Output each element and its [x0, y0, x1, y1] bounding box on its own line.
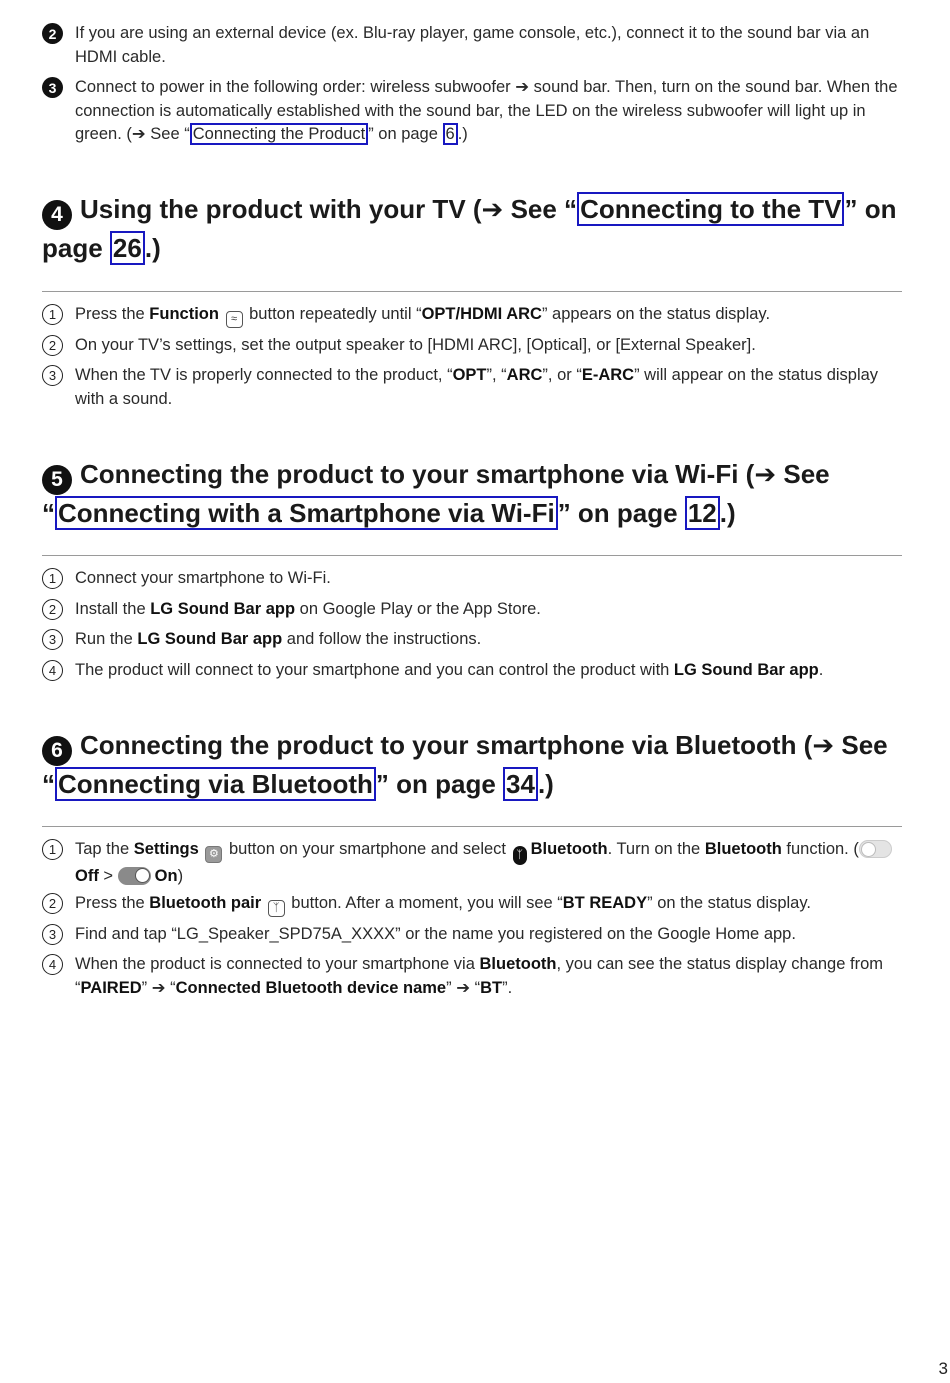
link-connecting-to-the-tv[interactable]: Connecting to the TV: [577, 192, 844, 226]
bluetooth-pair-button-icon: ᛉ: [268, 900, 285, 917]
step-number-badge: 2: [42, 893, 63, 914]
page-number: 3: [938, 1359, 948, 1378]
step-number-badge: 2: [42, 335, 63, 356]
section-6-heading: [42, 727, 902, 802]
link-page-12[interactable]: 12: [685, 496, 720, 530]
section-6-step-1: 1 Tap the Settings ⚙ button on your smartphone and select ᛉ Bluetooth. Turn on the Bluetooth function. ( Off > On): [42, 838, 902, 889]
step-text: Connect to power in the following order: wireless subwoofer ➔ sound bar. Then, turn on the sound bar. When the connection is automatically established with the sound bar, the LED on the wireless subwoofer will light up in green. (➔ See “ Connecting the Product ” on page 6 .): [75, 76, 902, 147]
step-number-badge: 3: [42, 924, 63, 945]
section-4-step-1: 1 Press the Function ≈ button repeatedly until “OPT/HDMI ARC” appears on the status display.: [42, 303, 902, 328]
link-connecting-with-smartphone-wifi[interactable]: Connecting with a Smartphone via Wi-Fi: [55, 496, 558, 530]
divider: [42, 826, 902, 827]
step-text: If you are using an external device (ex. Blu-ray player, game console, etc.), connect it to the sound bar via an HDMI cable.: [75, 24, 870, 66]
step-number-badge: 1: [42, 839, 63, 860]
section-4-heading: [42, 191, 902, 266]
arrow-right-icon: ➔: [151, 978, 166, 997]
arrow-right-icon: ➔: [812, 730, 835, 760]
step-number-badge: 4: [42, 954, 63, 975]
link-page-6[interactable]: 6: [443, 123, 458, 145]
toggle-on-icon: [118, 867, 151, 885]
settings-gear-icon: ⚙: [205, 846, 222, 863]
section-number-badge: 4: [42, 200, 72, 230]
section-6-step-2: 2 Press the Bluetooth pair ᛉ button. After a moment, you will see “BT READY” on the status display.: [42, 892, 902, 917]
step-number-badge: 2: [42, 23, 63, 44]
intro-step-2: [42, 22, 902, 69]
step-number-badge: 1: [42, 568, 63, 589]
link-connecting-via-bluetooth[interactable]: Connecting via Bluetooth: [55, 767, 376, 801]
divider: [42, 555, 902, 556]
arrow-right-icon: ➔: [481, 194, 504, 224]
step-number-badge: 1: [42, 304, 63, 325]
step-number-badge: 3: [42, 629, 63, 650]
link-page-34[interactable]: 34: [503, 767, 538, 801]
section-title: 6 Connecting the product to your smartphone via Bluetooth (➔ See “ Connecting via Bluetooth ” on page 34 .): [42, 727, 902, 802]
bluetooth-icon: ᛉ: [513, 846, 527, 865]
step-number-badge: 4: [42, 660, 63, 681]
arrow-right-icon: ➔: [456, 978, 471, 997]
arrow-right-icon: ➔: [754, 459, 777, 489]
step-number-badge: 3: [42, 77, 63, 98]
arrow-right-icon: ➔: [515, 78, 530, 96]
section-5-heading: [42, 456, 902, 531]
toggle-off-icon: [859, 840, 892, 858]
arrow-right-icon: ➔: [131, 125, 146, 143]
section-4-step-2: 2 On your TV’s settings, set the output speaker to [HDMI ARC], [Optical], or [External Speaker].: [42, 334, 902, 358]
section-title: 5 Connecting the product to your smartphone via Wi-Fi (➔ See “ Connecting with a Smartphone via Wi-Fi ” on page 12 .): [42, 456, 902, 531]
section-6-step-4: 4 When the product is connected to your smartphone via Bluetooth, you can see the status display change from “PAIRED” ➔ “Connected Bluetooth device name” ➔ “BT”.: [42, 953, 902, 1000]
section-4-step-3: 3 When the TV is properly connected to the product, “OPT”, “ARC”, or “E-ARC” will appear on the status display with a sound.: [42, 364, 902, 411]
section-6-step-3: 3 Find and tap “LG_Speaker_SPD75A_XXXX” or the name you registered on the Google Home app.: [42, 923, 902, 947]
section-5-step-3: 3 Run the LG Sound Bar app and follow the instructions.: [42, 628, 902, 652]
link-connecting-the-product[interactable]: Connecting the Product: [190, 123, 368, 145]
section-5-step-1: 1 Connect your smartphone to Wi-Fi.: [42, 567, 902, 591]
section-number-badge: 5: [42, 465, 72, 495]
function-button-icon: ≈: [226, 311, 243, 328]
step-number-badge: 3: [42, 365, 63, 386]
section-5-step-2: 2 Install the LG Sound Bar app on Google Play or the App Store.: [42, 598, 902, 622]
section-5-step-4: 4 The product will connect to your smartphone and you can control the product with LG Sound Bar app.: [42, 659, 902, 683]
step-number-badge: 2: [42, 599, 63, 620]
divider: [42, 291, 902, 292]
link-page-26[interactable]: 26: [110, 231, 145, 265]
section-title: 4 Using the product with your TV (➔ See “ Connecting to the TV ” on page 26 .): [42, 191, 902, 266]
intro-step-3: [42, 76, 902, 147]
section-number-badge: 6: [42, 736, 72, 766]
